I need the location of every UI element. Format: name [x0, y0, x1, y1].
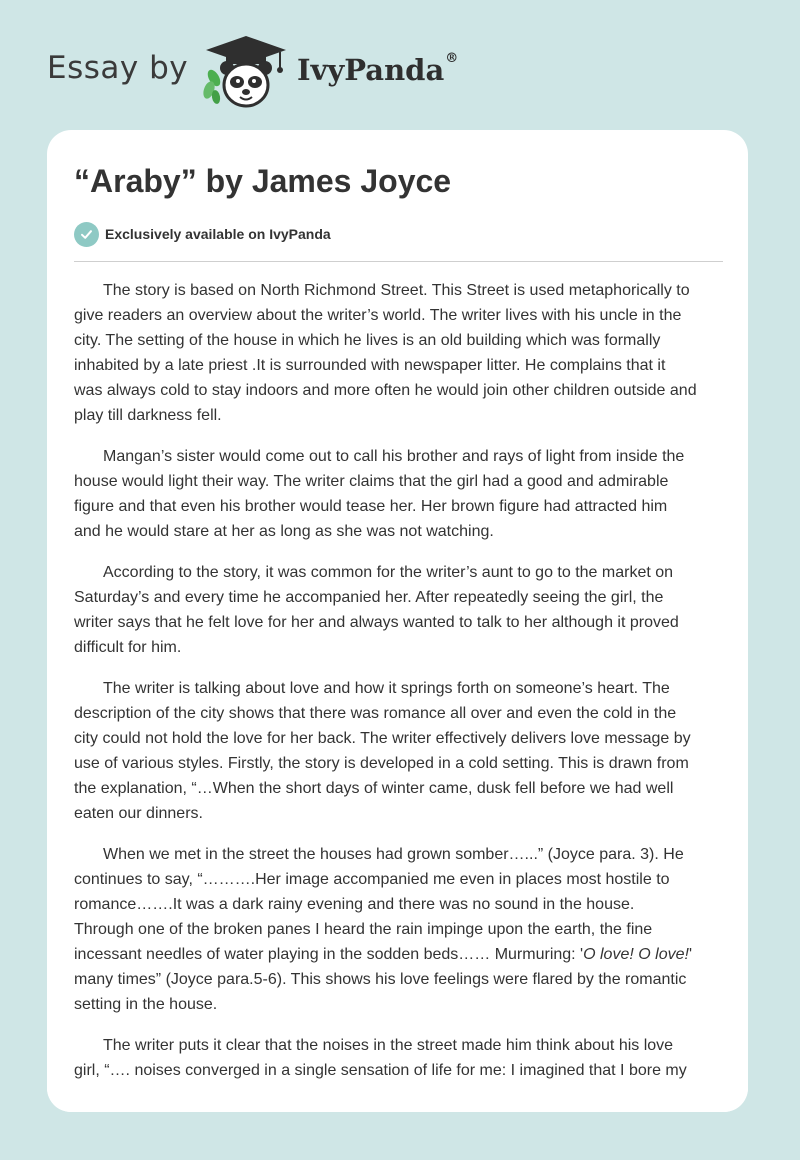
- text-line: house would light their way. The writer claims that the girl had a good and admirable: [74, 473, 669, 490]
- essay-by-label: Essay by: [47, 50, 189, 86]
- text-line: The story is based on North Richmond Street. This Street is used metaphorically to: [103, 282, 690, 299]
- brand-name[interactable]: IvyPanda®: [297, 51, 459, 87]
- text-line: figure and that even his brother would tease her. Her brown figure had attracted him: [74, 498, 668, 515]
- text-line: The writer puts it clear that the noises in the street made him think about his love: [103, 1037, 674, 1054]
- text-line: continues to say, “……….Her image accompanied me even in places most hostile to: [74, 871, 670, 888]
- text-line: description of the city shows that there was romance all over and even the cold in the: [74, 705, 677, 722]
- text-line: was always cold to stay indoors and more often he would join other children outside and: [74, 382, 697, 399]
- text-line: girl, “…. noises converged in a single sensation of life for me: I imagined that I bore my: [74, 1062, 687, 1079]
- text-line: give readers an overview about the writer’s world. The writer lives with his uncle in the: [74, 307, 682, 324]
- paragraph: [74, 842, 724, 1017]
- text-line: use of various styles. Firstly, the story is developed in a cold setting. This is drawn from: [74, 755, 689, 772]
- text-line: Mangan’s sister would come out to call his brother and rays of light from inside the: [103, 448, 685, 465]
- paragraph: [74, 278, 724, 428]
- text-line: difficult for him.: [74, 639, 182, 656]
- text-line: play till darkness fell.: [74, 407, 222, 424]
- paragraph: [74, 444, 724, 544]
- essay-body: [74, 278, 724, 1099]
- text-line: Saturday’s and every time he accompanied her. After repeatedly seeing the girl, the: [74, 589, 664, 606]
- card-bottom-padding: [47, 1088, 748, 1112]
- text-line: writer says that he felt love for her and always wanted to talk to her although it proved: [74, 614, 679, 631]
- badge-label: Exclusively available on IvyPanda: [105, 226, 331, 242]
- essay-card: [47, 130, 748, 1112]
- check-circle-icon: [74, 222, 99, 247]
- text-line: romance…….It was a dark rainy evening and there was no sound in the house.: [74, 896, 635, 913]
- registered-mark: ®: [445, 51, 459, 66]
- paragraph: [74, 560, 724, 660]
- text-line: eaten our dinners.: [74, 805, 203, 822]
- text-line: and he would stare at her as long as she was not watching.: [74, 523, 494, 540]
- text-line: setting in the house.: [74, 996, 218, 1013]
- text-line: The writer is talking about love and how it springs forth on someone’s heart. The: [103, 680, 670, 697]
- page-title: “Araby” by James Joyce: [74, 163, 452, 199]
- text-line: city could not hold the love for her back. The writer effectively delivers love message by: [74, 730, 691, 747]
- italic-quote: O love! O love!: [583, 946, 689, 963]
- divider: [74, 261, 723, 262]
- text-line: Through one of the broken panes I heard the rain impinge upon the earth, the fine: [74, 921, 653, 938]
- text-line: city. The setting of the house in which he lives is an old building which was formally: [74, 332, 661, 349]
- paragraph: [74, 1033, 724, 1083]
- text-line: many times” (Joyce para.5-6). This shows his love feelings were flared by the romantic: [74, 971, 687, 988]
- text-line: inhabited by a late priest .It is surrounded with newspaper litter. He complains that it: [74, 357, 666, 374]
- text-line: the explanation, “…When the short days of winter came, dusk fell before we had well: [74, 780, 674, 797]
- exclusive-badge: [74, 221, 331, 247]
- paragraph: [74, 676, 724, 826]
- text-line-with-italic: incessant needles of water playing in the sodden beds…… Murmuring: 'O love! O love!': [74, 946, 692, 963]
- site-header: [0, 0, 800, 120]
- text-line: When we met in the street the houses had grown somber…...” (Joyce para. 3). He: [103, 846, 684, 863]
- panda-graduate-icon[interactable]: [200, 34, 292, 112]
- text-line: According to the story, it was common for the writer’s aunt to go to the market on: [103, 564, 674, 581]
